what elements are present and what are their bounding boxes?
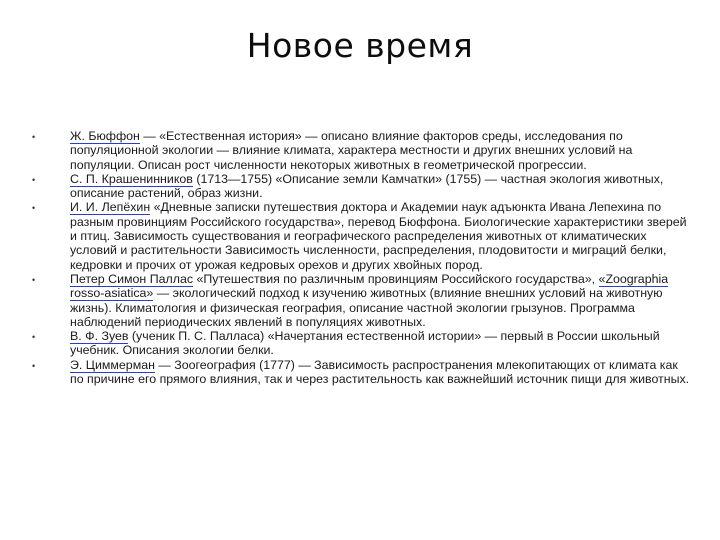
page-title: Новое время [246,26,474,65]
link-buffon[interactable]: Ж. Бюффон [70,129,140,143]
item-text: — экологический подход к изучению животных (влияние внешних условий на животную жизнь). Климатология и физическая география, описание частной экологии грызунов. Программа наблюдений периодических явлений в популяциях животных. [70,286,663,329]
bullet-icon: • [32,274,36,285]
item-text: «Путешествия по различным провинциям Российского государства», [193,271,599,286]
list-item-zuev [32,329,690,358]
bullet-icon: • [32,132,36,142]
link-krasheninnikov[interactable]: С. П. Крашенинников [70,171,193,186]
list-item-krasheninnikov [32,171,690,201]
list-item-lepekhin [32,200,690,272]
link-zuev[interactable]: В. Ф. Зуев [70,329,129,344]
link-pallas[interactable]: Петер Симон Паллас [70,271,194,286]
link-zoographia[interactable]: «Zoographia rosso-asiatica» [70,271,669,301]
bullet-icon: • [32,203,36,214]
item-text: (ученик П. С. Палласа) «Начертания естественной истории» — первый в России школьный учебник. Описания экологии белки. [70,329,660,358]
item-text: (1713—1755) «Описание земли Камчатки» (1755) — частная экология животных, описание растений, образ жизни. [70,171,664,201]
link-lepekhin[interactable]: И. И. Лепёхин [70,200,151,215]
item-text: — Зоогеография (1777) — Зависимость распространения млекопитающих от климата как по причине его прямого влияния, так и через растительность как важнейший источник пищи для животных. [70,357,690,387]
list-item-zimmermann [32,357,690,387]
bullet-list [32,129,690,387]
item-text: «Дневные записки путешествия доктора и Академии наук адъюнкта Ивана Лепехина по разным провинциям Российского государства», перевод Бюффона. Биологические характеристики зверей и птиц. Зависимость существования и географического распределения животных от климатических условий и растительности Зависимость численности, распределения, плодовитости и миграций белки, кедровки и прочих от урожая кедровых орехов и других хвойных пород. [70,200,687,272]
list-item-buffon [32,129,690,172]
link-zimmermann[interactable]: Э. Циммерман [70,357,155,372]
bullet-icon: • [32,332,36,343]
list-item-pallas [32,271,690,329]
item-text: — «Естественная история» — описано влияние факторов среды, исследования по популяционной экологии — влияние климата, характера местности и других внешних условий на популяции. Описан рост численности некоторых животных в геометрической прогрессии. [70,129,633,172]
bullet-icon: • [32,174,36,185]
bullet-icon: • [32,360,36,371]
